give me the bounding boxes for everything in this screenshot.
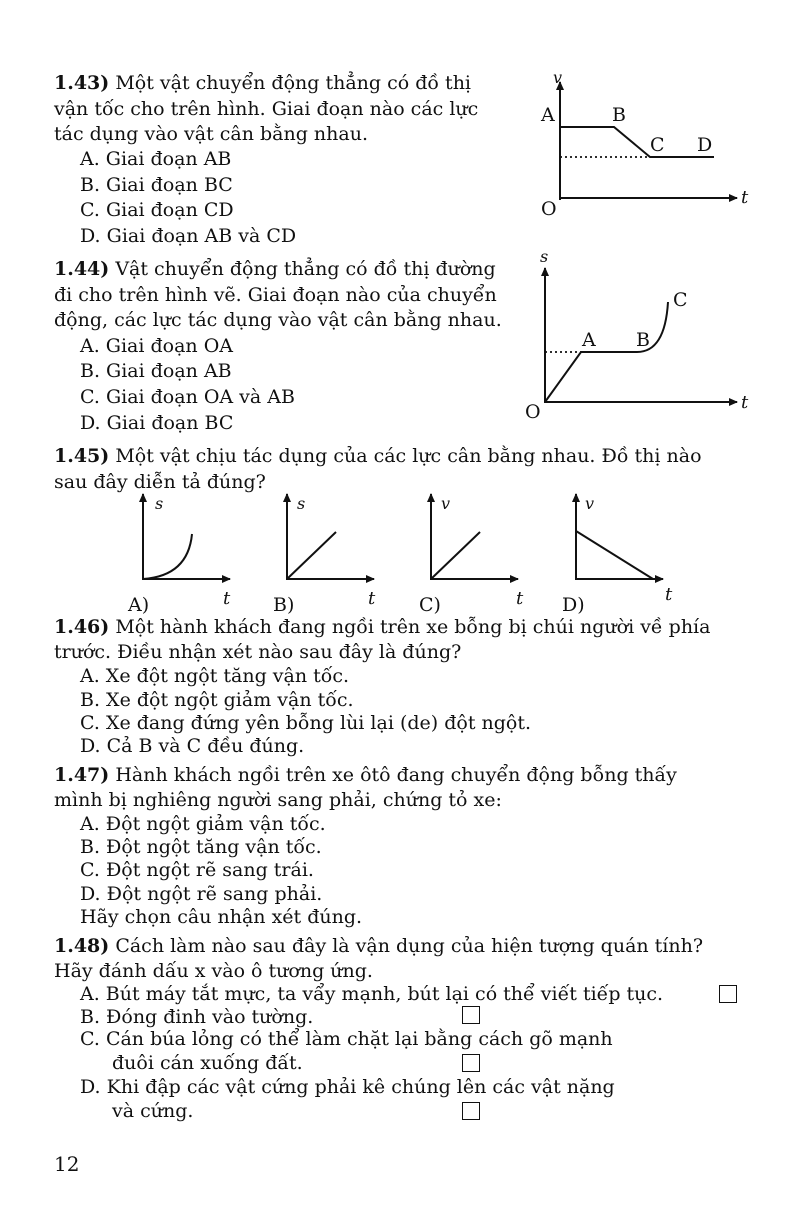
q46-text1: Một hành khách đang ngồi trên xe bỗng bị chúi người về phía xyxy=(115,616,711,638)
q43-label-b: B xyxy=(612,104,626,126)
q47-footer: Hãy chọn câu nhận xét đúng. xyxy=(80,906,363,928)
q43-line2: vận tốc cho trên hình. Giai đoạn nào các lực xyxy=(54,98,479,120)
q43-option-a: A. Giai đoạn AB xyxy=(80,148,232,170)
q46-line2: trước. Điều nhận xét nào sau đây là đúng? xyxy=(54,641,462,663)
q45-d-x-label: t xyxy=(665,584,673,605)
q45-text1: Một vật chịu tác dụng của các lực cân bằng nhau. Đồ thị nào xyxy=(115,445,702,467)
q48-option-d2: và cứng. xyxy=(112,1100,194,1122)
q48-option-a: A. Bút máy tắt mực, ta vẩy mạnh, bút lại có thể viết tiếp tục. xyxy=(80,983,664,1005)
q47-option-c: C. Đột ngột rẽ sang trái. xyxy=(80,859,314,881)
q46-number: 1.46) xyxy=(54,616,110,638)
q43-line3: tác dụng vào vật cân bằng nhau. xyxy=(54,123,369,145)
q45-a-x-label: t xyxy=(223,588,231,609)
q48-option-b: B. Đóng đinh vào tường. xyxy=(80,1006,314,1028)
q45-c-caption: C) xyxy=(419,594,441,616)
q43-option-b: B. Giai đoạn BC xyxy=(80,174,233,196)
page-number: 12 xyxy=(54,1152,80,1176)
q48-option-c2: đuôi cán xuống đất. xyxy=(112,1052,303,1074)
q45-d-line xyxy=(576,531,653,579)
q46-option-c: C. Xe đang đứng yên bỗng lùi lại (de) đột ngột. xyxy=(80,712,532,734)
q44-label-c: C xyxy=(673,289,688,311)
q44-label-a: A xyxy=(582,329,596,351)
q46-option-d: D. Cả B và C đều đúng. xyxy=(80,735,305,757)
q44-line3: động, các lực tác dụng vào vật cân bằng nhau. xyxy=(54,309,502,331)
q45-number: 1.45) xyxy=(54,445,110,467)
q47-option-d: D. Đột ngột rẽ sang phải. xyxy=(80,883,323,905)
q45-b-x-label: t xyxy=(368,588,376,609)
q44-distance-curve xyxy=(545,302,668,402)
q44-label-b: B xyxy=(636,329,650,351)
q43-option-c: C. Giai đoạn CD xyxy=(80,199,234,221)
q44-label-o: O xyxy=(525,401,541,423)
q45-c-line xyxy=(431,532,480,579)
q46-option-b: B. Xe đột ngột giảm vận tốc. xyxy=(80,689,354,711)
q43-velocity-line xyxy=(560,127,714,157)
q45-a-curve xyxy=(143,534,192,579)
q45-c-x-label: t xyxy=(516,588,524,609)
q47-number: 1.47) xyxy=(54,764,110,786)
q43-label-c: C xyxy=(650,134,665,156)
q45-d-y-label: v xyxy=(585,494,595,513)
q43-label-t: t xyxy=(741,187,749,208)
q43-label-d: D xyxy=(697,134,713,156)
q45-b-caption: B) xyxy=(273,594,295,616)
q43-label-a: A xyxy=(541,104,555,126)
q43-text1: Một vật chuyển động thẳng có đồ thị xyxy=(115,72,472,94)
q48-option-c1: C. Cán búa lỏng có thể làm chặt lại bằng cách gõ mạnh xyxy=(80,1028,613,1050)
q44-option-c: C. Giai đoạn OA và AB xyxy=(80,386,295,408)
q43-label-o: O xyxy=(541,198,557,220)
q44-option-b: B. Giai đoạn AB xyxy=(80,360,232,382)
q45-a-y-label: s xyxy=(155,494,164,513)
q48-text1: Cách làm nào sau đây là vận dụng của hiện tượng quán tính? xyxy=(115,935,704,957)
q44-option-d: D. Giai đoạn BC xyxy=(80,412,234,434)
q48-number: 1.48) xyxy=(54,935,110,957)
q45-line2: sau đây diễn tả đúng? xyxy=(54,471,266,493)
q47-option-a: A. Đột ngột giảm vận tốc. xyxy=(80,813,326,835)
q44-option-a: A. Giai đoạn OA xyxy=(80,335,234,357)
q47-line2: mình bị nghiêng người sang phải, chứng tỏ xe: xyxy=(54,789,502,811)
q47-option-b: B. Đột ngột tăng vận tốc. xyxy=(80,836,322,858)
q47-text1: Hành khách ngồi trên xe ôtô đang chuyển động bỗng thấy xyxy=(115,764,677,786)
q43-number: 1.43) xyxy=(54,72,110,94)
q46-option-a: A. Xe đột ngột tăng vận tốc. xyxy=(80,665,350,687)
q43-label-v: v xyxy=(553,68,563,87)
q45-b-line xyxy=(287,532,336,579)
q45-d-caption: D) xyxy=(562,594,585,616)
q48-line2: Hãy đánh dấu x vào ô tương ứng. xyxy=(54,960,373,982)
q45-c-y-label: v xyxy=(441,494,451,513)
q45-b-y-label: s xyxy=(297,494,306,513)
q48-option-d1: D. Khi đập các vật cứng phải kê chúng lên các vật nặng xyxy=(80,1076,615,1098)
q43-option-d: D. Giai đoạn AB và CD xyxy=(80,225,297,247)
q44-label-t: t xyxy=(741,392,749,413)
q44-line2: đi cho trên hình vẽ. Giai đoạn nào của chuyển xyxy=(54,284,497,306)
q44-number: 1.44) xyxy=(54,258,110,280)
q44-text1: Vật chuyển động thẳng có đồ thị đường xyxy=(115,258,496,280)
q45-a-caption: A) xyxy=(128,594,150,616)
q44-label-s: s xyxy=(540,247,549,266)
